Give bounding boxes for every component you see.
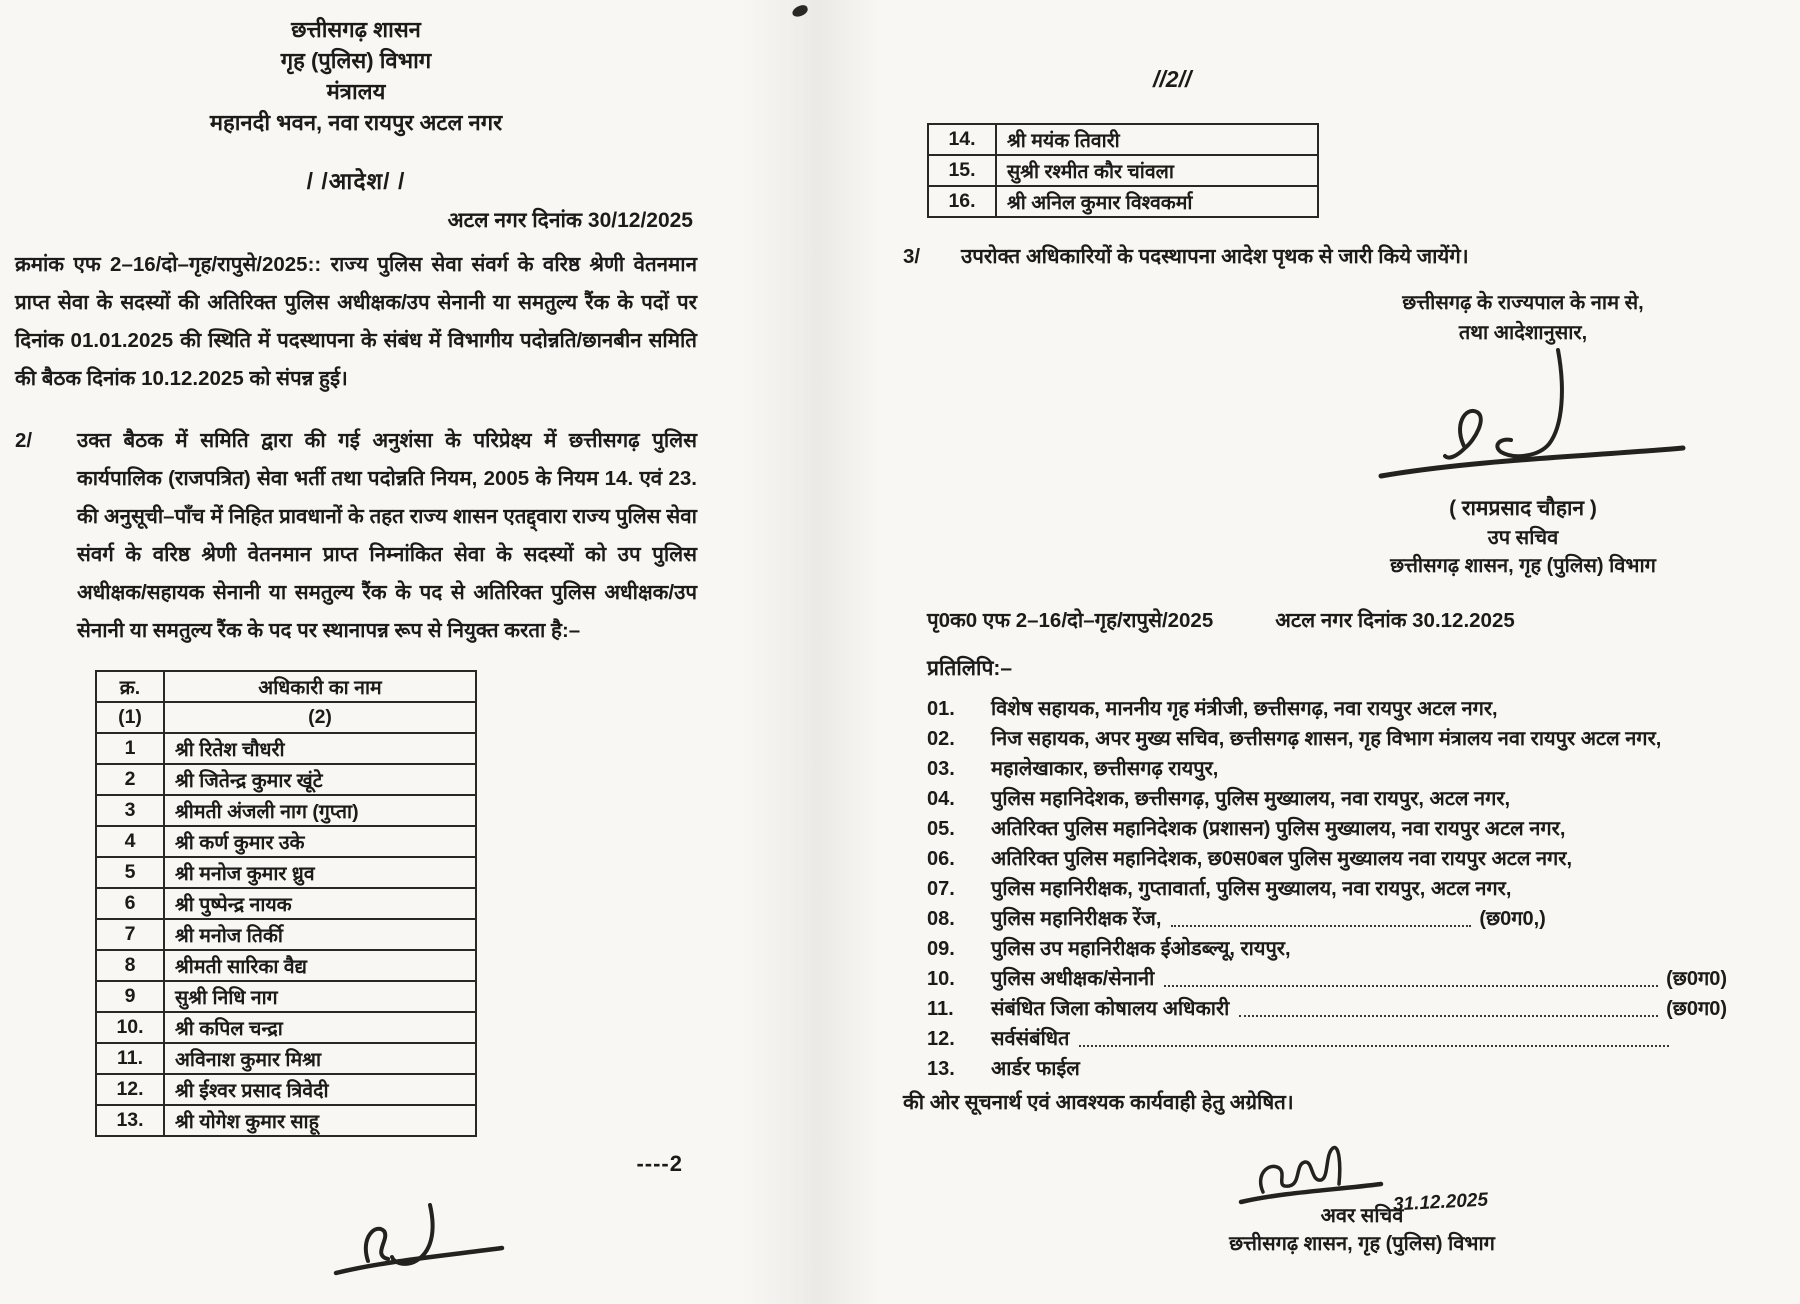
copy-list-item	[927, 1024, 1727, 1054]
officer-serial: 6	[96, 888, 164, 919]
letterhead-line-government: छत्तीसगढ़ शासन	[291, 17, 421, 42]
officer-row	[96, 1074, 476, 1105]
officers-table-body	[96, 733, 476, 1136]
signatory-title: उप सचिव	[1487, 527, 1559, 549]
officer-serial: 16.	[928, 186, 996, 217]
copy-item-number: 05.	[927, 818, 955, 840]
copy-item-number: 04.	[927, 788, 955, 810]
copy-list-item	[927, 1054, 1727, 1084]
officer-serial: 10.	[96, 1012, 164, 1043]
copy-item-suffix: (छ0ग0)	[1666, 968, 1727, 990]
officer-serial: 14.	[928, 124, 996, 155]
officer-serial: 3	[96, 795, 164, 826]
officer-serial: 8	[96, 950, 164, 981]
page-number: //2//	[1153, 66, 1192, 92]
page-continuation-marker: ----2	[636, 1151, 683, 1176]
officer-row	[96, 1105, 476, 1136]
officer-serial: 15.	[928, 155, 996, 186]
under-secretary-title: अवर सचिव	[1320, 1205, 1404, 1227]
document-page-2	[855, 66, 1790, 1258]
under-secretary-block	[1147, 1134, 1577, 1258]
letterhead-line-address: महानदी भवन, नवा रायपुर अटल नगर	[209, 110, 503, 135]
paragraph-1: क्रमांक एफ 2–16/दो–गृह/रापुसे/2025:: राज्य पुलिस सेवा संवर्ग के वरिष्ठ श्रेणी वेतनमान प्राप्त सेवा के सदस्यों की अतिरिक्त पुलिस अधीक्षक/उप सेनानी या समतुल्य रैंक के पदों पर दिनांक 01.01.2025 की स्थिति में पदस्थापना के संबंध में विभागीय पदोन्नति/छानबीन समिति की बैठक दिनांक 10.12.2025 को संपन्न हुई।	[15, 253, 697, 390]
officers-table-continued	[927, 123, 1319, 218]
closing-line: की ओर सूचनार्थ एवं आवश्यक कार्यवाही हेतु अग्रेषित।	[903, 1091, 1294, 1114]
officers-subcol-name: (2)	[164, 702, 476, 733]
copy-item-suffix: (छ0ग0)	[1666, 998, 1727, 1020]
paragraph-2-text: उक्त बैठक में समिति द्वारा की गई अनुशंसा के परिप्रेक्ष्य में छत्तीसगढ़ पुलिस कार्यपालिक (राजपत्रित) सेवा भर्ती तथा पदोन्नति नियम, 2005 के नियम 14. एवं 23. की अनुसूची–पाँच में निहित प्रावधानों के तहत राज्य शासन एतद्द्वारा राज्य पुलिस सेवा संवर्ग के वरिष्ठ श्रेणी वेतनमान प्राप्त निम्नांकित सेवा के सदस्यों को उप पुलिस अधीक्षक/सहायक सेनानी या समतुल्य रैंक के पद से अतिरिक्त पुलिस अधीक्षक/उप सेनानी या समतुल्य रैंक के पद पर स्थानापन्न रूप से नियुक्त करता है:–	[77, 429, 697, 642]
handwritten-date: 31.12.2025	[1392, 1189, 1490, 1216]
officer-name: श्री ईश्वर प्रसाद त्रिवेदी	[164, 1074, 476, 1105]
officer-row	[96, 764, 476, 795]
copy-item-number: 12.	[927, 1028, 955, 1050]
copy-list-item	[927, 964, 1727, 994]
paragraph-2	[15, 422, 697, 650]
officer-row	[928, 186, 1318, 217]
copy-item-text: विशेष सहायक, माननीय गृह मंत्रीजी, छत्तीसगढ़, नवा रायपुर अटल नगर,	[991, 698, 1498, 720]
copy-item-text: महालेखाकार, छत्तीसगढ़ रायपुर,	[991, 758, 1219, 780]
officer-row	[96, 733, 476, 764]
paragraph-3	[855, 238, 1790, 276]
officer-serial: 2	[96, 764, 164, 795]
copy-list-item	[927, 934, 1727, 964]
document-page-1	[15, 14, 697, 1288]
copy-list-item	[927, 694, 1727, 724]
paragraph-2-number: 2/	[15, 429, 33, 452]
copy-item-text: निज सहायक, अपर मुख्य सचिव, छत्तीसगढ़ शासन, गृह विभाग मंत्रालय नवा रायपुर अटल नगर,	[991, 728, 1662, 750]
officer-serial: 9	[96, 981, 164, 1012]
copy-list-item	[927, 814, 1727, 844]
copy-list	[927, 694, 1727, 1084]
copy-item-text: आर्डर फाईल	[991, 1058, 1080, 1080]
officer-name: सुश्री निधि नाग	[164, 981, 476, 1012]
officer-row	[96, 888, 476, 919]
officer-name: अविनाश कुमार मिश्रा	[164, 1043, 476, 1074]
officers-table-header-row	[96, 671, 476, 702]
officer-name: श्री मनोज तिर्की	[164, 919, 476, 950]
letterhead-line-ministry: मंत्रालय	[326, 79, 386, 104]
copy-item-number: 01.	[927, 698, 955, 720]
officer-row	[96, 919, 476, 950]
order-title: / /आदेश/ /	[306, 168, 406, 194]
copy-item-text: अतिरिक्त पुलिस महानिदेशक, छ0स0बल पुलिस मुख्यालय नवा रायपुर अटल नगर,	[991, 848, 1573, 870]
officer-row	[96, 1012, 476, 1043]
officer-name: श्री कर्ण कुमार उके	[164, 826, 476, 857]
copy-item-text: पुलिस महानिरीक्षक, गुप्तावार्ता, पुलिस मुख्यालय, नवा रायपुर, अटल नगर,	[991, 878, 1512, 900]
signature-scribble-page1	[330, 1193, 510, 1288]
officer-serial: 7	[96, 919, 164, 950]
endorsement-date: अटल नगर दिनांक 30.12.2025	[1275, 609, 1515, 632]
officer-row	[96, 950, 476, 981]
copy-item-suffix: (छ0ग0,)	[1479, 908, 1546, 930]
copy-item-number: 10.	[927, 968, 955, 990]
officers-subcol-serial: (1)	[96, 702, 164, 733]
signatory-name: ( रामप्रसाद चौहान )	[1449, 497, 1597, 520]
by-order-line-1: छत्तीसगढ़ के राज्यपाल के नाम से,	[1402, 292, 1644, 314]
copy-item-text: संबंधित जिला कोषालय अधिकारी	[991, 998, 1230, 1020]
blank-dotted-line	[1164, 985, 1658, 987]
officer-name: श्री पुष्पेन्द्र नायक	[164, 888, 476, 919]
copy-list-item	[927, 784, 1727, 814]
officers-col-name: अधिकारी का नाम	[164, 671, 476, 702]
officer-serial: 11.	[96, 1043, 164, 1074]
officers-table-continued-body	[928, 124, 1318, 217]
officer-row	[96, 826, 476, 857]
endorsement-line	[855, 606, 1790, 634]
copy-item-number: 02.	[927, 728, 955, 750]
officer-name: श्री योगेश कुमार साहू	[164, 1105, 476, 1136]
copy-list-item	[927, 724, 1727, 754]
order-date-line: अटल नगर दिनांक 30/12/2025	[447, 209, 693, 232]
copy-list-item	[927, 874, 1727, 904]
officer-name: श्रीमती अंजली नाग (गुप्ता)	[164, 795, 476, 826]
letterhead	[26, 14, 686, 138]
officer-name: श्री मयंक तिवारी	[996, 124, 1318, 155]
copy-item-number: 08.	[927, 908, 955, 930]
officers-table	[95, 670, 477, 1137]
endorsement-number: पृ0क0 एफ 2–16/दो–गृह/रापुसे/2025	[927, 609, 1214, 632]
copy-item-number: 13.	[927, 1058, 955, 1080]
copy-item-text: पुलिस उप महानिरीक्षक ईओडब्ल्यू, रायपुर,	[991, 938, 1291, 960]
officer-name: श्री जितेन्द्र कुमार खूंटे	[164, 764, 476, 795]
officer-name: सुश्री रश्मीत कौर चांवला	[996, 155, 1318, 186]
copy-list-item	[927, 844, 1727, 874]
officer-serial: 4	[96, 826, 164, 857]
signature-scribble-deputy-secretary	[1353, 348, 1693, 498]
copy-item-number: 11.	[927, 998, 954, 1020]
blank-dotted-line	[1171, 925, 1471, 927]
officer-serial: 1	[96, 733, 164, 764]
officer-name: श्रीमती सारिका वैद्य	[164, 950, 476, 981]
blank-dotted-line	[1079, 1045, 1669, 1047]
officer-name: श्री अनिल कुमार विश्वकर्मा	[996, 186, 1318, 217]
officer-row	[96, 1043, 476, 1074]
officers-col-serial: क्र.	[96, 671, 164, 702]
signatory-department: छत्तीसगढ़ शासन, गृह (पुलिस) विभाग	[1390, 555, 1656, 577]
under-secretary-department: छत्तीसगढ़ शासन, गृह (पुलिस) विभाग	[1229, 1233, 1495, 1255]
copy-item-text: सर्वसंबंधित	[991, 1028, 1070, 1050]
officer-row	[96, 981, 476, 1012]
copy-item-text: पुलिस अधीक्षक/सेनानी	[991, 968, 1155, 990]
officer-row	[928, 124, 1318, 155]
by-order-line-2: तथा आदेशानुसार,	[1458, 322, 1588, 344]
blank-dotted-line	[1239, 1015, 1658, 1017]
officer-name: श्री मनोज कुमार ध्रुव	[164, 857, 476, 888]
officer-serial: 13.	[96, 1105, 164, 1136]
copies-heading: प्रतिलिपि:–	[927, 657, 1013, 680]
paragraph-3-text: उपरोक्त अधिकारियों के पदस्थापना आदेश पृथक से जारी किये जायेंगे।	[961, 245, 1469, 268]
officer-serial: 12.	[96, 1074, 164, 1105]
officer-name: श्री रितेश चौधरी	[164, 733, 476, 764]
copy-item-number: 09.	[927, 938, 955, 960]
copy-list-item	[927, 754, 1727, 784]
authority-block	[1333, 288, 1713, 580]
copy-item-number: 06.	[927, 848, 955, 870]
copy-item-text: पुलिस महानिदेशक, छत्तीसगढ़, पुलिस मुख्यालय, नवा रायपुर, अटल नगर,	[991, 788, 1511, 810]
copy-item-number: 07.	[927, 878, 955, 900]
officer-serial: 5	[96, 857, 164, 888]
copy-list-item	[927, 904, 1727, 934]
copy-list-item	[927, 994, 1727, 1024]
officer-row	[96, 795, 476, 826]
officer-row	[96, 857, 476, 888]
officer-name: श्री कपिल चन्द्रा	[164, 1012, 476, 1043]
copy-item-number: 03.	[927, 758, 955, 780]
paragraph-3-number: 3/	[903, 245, 921, 268]
copy-item-text: अतिरिक्त पुलिस महानिदेशक (प्रशासन) पुलिस मुख्यालय, नवा रायपुर अटल नगर,	[991, 818, 1566, 840]
copy-item-text: पुलिस महानिरीक्षक रेंज,	[991, 908, 1162, 930]
letterhead-line-department: गृह (पुलिस) विभाग	[280, 48, 432, 73]
officer-row	[928, 155, 1318, 186]
officers-table-subheader-row	[96, 702, 476, 733]
